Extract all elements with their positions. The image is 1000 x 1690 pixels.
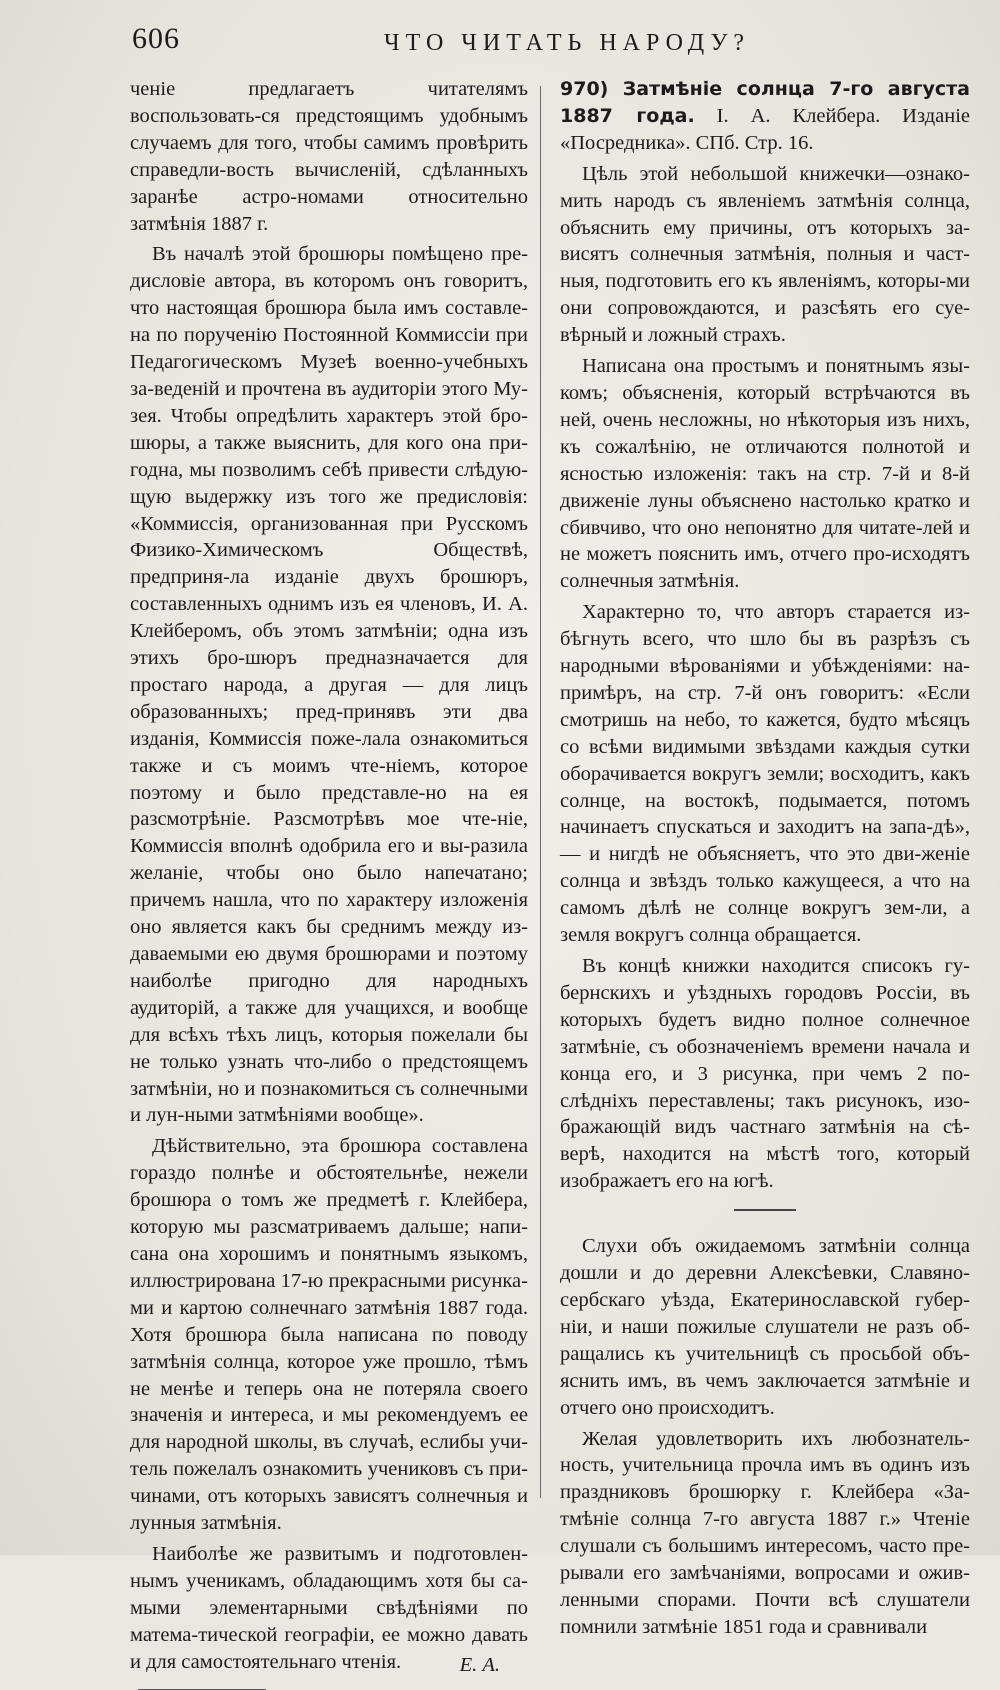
- column-divider: [540, 86, 541, 1498]
- paragraph: ченіе предлагаетъ читателямъ воспользовать-ся предстоящимъ удобнымъ случаемъ для того, чтобы самимъ провѣрить справедли-вость вычисленій, сдѣланныхъ заранѣе астро-номами относительно затмѣнія 1887 г.: [130, 78, 528, 235]
- paragraph: Слухи объ ожидаемомъ затмѣніи солнца дошли и до деревни Алексѣевки, Славяно-сербскаго уѣзда, Екатеринославской губер-ніи, и наши пожилые слушатели не разъ об-ращались къ учительницѣ съ просьбой объ-яснить имъ, въ чемъ заключается затмѣніе и отчего оно происходитъ.: [560, 1235, 970, 1419]
- paragraph: Въ концѣ книжки находится списокъ гу-бернскихъ и уѣздныхъ городовъ Россіи, въ которыхъ будетъ видно полное солнечное затмѣніе, съ обозначеніемъ времени начала и конца его, и 3 рисунка, при чемъ 2 по-слѣдніхъ переставлены; такъ рисунокъ, изо-бражающій видъ частнаго затмѣнія на сѣ-верѣ, находится на мѣстѣ того, который изображаетъ его на югѣ.: [560, 955, 970, 1193]
- paragraph: Цѣль этой небольшой книжечки—ознако-мить народъ съ явленіемъ затмѣнія солнца, объяснить ему причины, отъ которыхъ за-висятъ солнечныя затмѣнія, полныя и част-ныя, подготовить его къ явленіямъ, которы-ми они сопровождаются, и разсѣять его суе-вѣрный и ложный страхъ.: [560, 162, 970, 347]
- entry-bibliography: I. А. Клейбера. Изданіе «Посредника». СПб. Стр. 16.: [560, 104, 970, 154]
- section-separator: [734, 1209, 796, 1211]
- running-title: ЧТО ЧИТАТЬ НАРОДУ?: [384, 30, 751, 56]
- page-header: [0, 14, 1000, 64]
- entry-heading: 970) Затмѣніе солнца 7-го августа 1887 года.: [560, 78, 970, 127]
- paragraph: Дѣйствительно, эта брошюра составлена гораздо полнѣе и обстоятельнѣе, нежели брошюра о томъ же предметѣ г. Клейбера, которую мы разсматриваемъ дальше; напи-сана она хорошимъ и понятнымъ языкомъ, иллюстрирована 17-ю прекрасными рисунка-ми и картою солнечнаго затмѣнія 1887 года. Хотя брошюра была написана по поводу затмѣнія солнца, которое уже прошло, тѣмъ не менѣе и теперь она не потеряла своего значенія и интереса, и мы рекомендуемъ ее для народной школы, въ случаѣ, еслибы учи-тель пожелалъ ознакомить учениковъ съ при-чинами, отъ которыхъ зависятъ солнечныя и лунныя затмѣнія.: [130, 1135, 528, 1535]
- paragraph: Характерно то, что авторъ старается из-бѣгнуть всего, что шло бы въ разрѣзъ съ народными вѣрованіями и убѣжденіями: на-примѣръ, на стр. 7-й онъ говоритъ: «Если смотришь на небо, то кажется, будто мѣсяцъ со всѣми видимыми звѣздами каждыя сутки оборачивается вокругъ земли; восходитъ, какъ солнце, на востокѣ, подымается, потомъ начинаетъ спускаться и заходитъ на запа-дѣ», — и нигдѣ не объясняетъ, что это дви-женіе солнца и звѣздъ только кажущееся, а что на самомъ дѣлѣ не солнце вокругъ зем-ли, а земля вокругъ солнца обращается.: [560, 601, 970, 947]
- paragraph: Написана она простымъ и понятнымъ язы-комъ; объясненія, который встрѣчаются въ ней, очень несложны, но нѣкоторыя изъ нихъ, къ сожалѣнію, не отличаются полнотой и ясностью изложенія: такъ на стр. 7-й и 8-й движеніе луны объяснено настолько кратко и сбивчиво, что оно непонятно для читате-лей и не можетъ пояснить имъ, отчего про-исходятъ солнечныя затмѣнія.: [560, 355, 970, 593]
- page-number: 606: [132, 22, 180, 55]
- author-signature: Е. А.: [459, 1654, 500, 1677]
- paragraph: Въ началѣ этой брошюры помѣщено пре-дисловіе автора, въ которомъ онъ говоритъ, что настоящая брошюра была имъ составле-на по порученію Постоянной Коммиссіи при Педагогическомъ Музеѣ военно-учебныхъ за-веденій и прочтена въ аудиторіи этого Му-зея. Чтобы опредѣлить характеръ этой бро-шюры, а также выяснить, для кого она при-годна, мы позволимъ себѣ привести слѣдую-щую выдержку изъ того же предисловія: «Коммиссія, организованная при Русскомъ Физико-Химическомъ Обществѣ, предприня-ла изданіе двухъ брошюръ, составленныхъ однимъ изъ ея членовъ, И. А. Клейберомъ, объ этомъ затмѣніи; одна изъ этихъ бро-шюръ предназначается для простаго народа, а другая — для лицъ образованныхъ; пред-принявъ эти два изданія, Коммиссія поже-лала ознакомиться также и съ моимъ чте-ніемъ, которое поэтому и было представле-но на ея разсмотрѣніе. Разсмотрѣвъ мое чте-ніе, Коммиссія вполнѣ одобрила его и вы-разила желаніе, чтобы оно было напечатано; причемъ нашла, что по характеру изложенія оно является какъ бы среднимъ между из-даваемыми ею двумя брошюрами и поэтому наиболѣе пригодно для народныхъ аудиторій, а также для учащихся, и вообще для всѣхъ тѣхъ лицъ, которыя пожелали бы не только узнать что-либо о предстоящемъ затмѣніи, но и познакомиться съ солнечными и лун-ными затмѣніями вообще».: [130, 243, 528, 1127]
- entry-citation: [560, 76, 970, 157]
- paragraph: Желая удовлетворить ихъ любознатель-ность, учительница прочла имъ въ одинъ изъ праздниковъ брошюрку г. Клейбера «За-тмѣніе солнца 7-го августа 1887 г.» Чтеніе слушали съ большимъ интересомъ, часто пре-рывали его замѣчаніями, вопросами и ожив-ленными спорами. Почти всѣ слушатели помнили затмѣніе 1851 года и сравнивали: [560, 1427, 970, 1638]
- right-column: [560, 76, 970, 1645]
- paragraph: Наиболѣе же развитымъ и подготовлен-нымъ ученикамъ, обладающимъ хотя бы са-мыми элементарными свѣдѣніями по матема-тической географіи, ее можно давать и для самостоятельнаго чтенія.: [130, 1542, 528, 1673]
- left-column: [130, 76, 528, 1690]
